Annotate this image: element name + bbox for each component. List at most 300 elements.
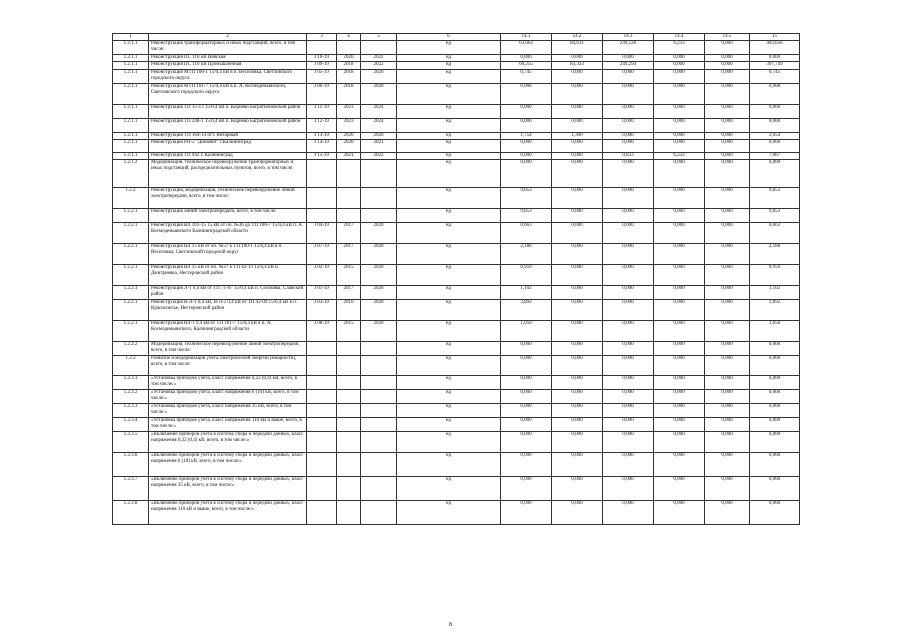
row-title: «Установка приборов учета, класс напряжения 110 кВ и выше, всего, в том числе:» — [149, 418, 307, 432]
end-year — [361, 501, 397, 525]
header-cell: 4 — [337, 34, 361, 41]
start-year — [337, 453, 361, 477]
row-title: «Установка приборов учета, класс напряжения 6 (10) кВ, всего, в том числе:» — [149, 390, 307, 404]
end-year — [361, 160, 397, 188]
value-14-4: 0,000 — [654, 286, 705, 300]
value-14-4: 0,000 — [654, 342, 705, 356]
value-14-2: 0,000 — [552, 118, 603, 132]
value-14-2: 0,000 — [552, 69, 603, 83]
value-14-2: 0,000 — [552, 223, 603, 244]
header-cell: 14.1 — [501, 34, 552, 41]
value-14-4: 0,000 — [654, 418, 705, 432]
row-title: «Установка приборов учета, класс напряжения 0,22 (0,4) кВ, всего, в том числе:» — [149, 376, 307, 390]
row-title: Реконструкция, модернизация, техническое перевооружение линий электропередачи, всего, в том числе: — [149, 188, 307, 209]
row-code: 1.2.2.1 — [113, 321, 149, 342]
table-row — [113, 152, 800, 159]
value-14-1: 0,000 — [501, 404, 552, 418]
value-14-2: 0,000 — [552, 286, 603, 300]
value-14-3: 0,000 — [603, 160, 654, 188]
total-value: 0,000 — [750, 501, 800, 525]
cost-unit: нд — [397, 404, 501, 418]
row-code: 1.2.1.1 — [113, 55, 149, 62]
value-14-5: 0,000 — [705, 390, 750, 404]
value-14-3: 0,000 — [603, 223, 654, 244]
start-year — [337, 501, 361, 525]
total-value: 0,000 — [750, 139, 800, 152]
value-14-1: 0,000 — [501, 152, 552, 159]
start-year — [337, 390, 361, 404]
value-14-4: 0,000 — [654, 104, 705, 118]
row-title: Реконструкция ТП 164-14 пгт. Янтарный — [149, 132, 307, 139]
total-value: 403,656 — [750, 41, 800, 55]
row-title: Реконструкция ВЛ 101-15 15 кВ от оп. №36 до ТП 100-7 15/0,4 кВ п. А. Космодемьянского Калининградской области — [149, 223, 307, 244]
total-value: 0,000 — [750, 376, 800, 390]
cost-unit: нд — [397, 104, 501, 118]
cost-unit: нд — [397, 55, 501, 62]
value-14-5: 0,000 — [705, 132, 750, 139]
value-14-2: 83,333 — [552, 62, 603, 69]
project-id — [307, 209, 337, 223]
end-year: 2022 — [361, 55, 397, 62]
row-title: Реконструкция МТП 101-7 15/0,4 кВ в п. А. Космодемьянского, Светловского городского округа — [149, 83, 307, 104]
total-value: 3,054 — [750, 132, 800, 139]
value-14-4: 0,000 — [654, 223, 705, 244]
cost-unit: нд — [397, 83, 501, 104]
value-14-3: 0,000 — [603, 139, 654, 152]
value-14-1: 0,000 — [501, 342, 552, 356]
value-14-3: 0,000 — [603, 321, 654, 342]
cost-unit: нд — [397, 286, 501, 300]
value-14-4: 0,000 — [654, 265, 705, 286]
project-id: J 08-19 — [307, 321, 337, 342]
value-14-2: 1,300 — [552, 132, 603, 139]
end-year: 2020 — [361, 83, 397, 104]
total-value: 0,000 — [750, 104, 800, 118]
end-year: 2020 — [361, 286, 397, 300]
total-value: 9,853 — [750, 209, 800, 223]
value-14-5: 0,000 — [705, 453, 750, 477]
value-14-5: 0,000 — [705, 139, 750, 152]
value-14-1: 3,892 — [501, 300, 552, 321]
value-14-3: 0,000 — [603, 342, 654, 356]
value-14-2: 84,631 — [552, 41, 603, 55]
value-14-1: 63,662 — [501, 41, 552, 55]
total-value: 0,745 — [750, 69, 800, 83]
project-id — [307, 376, 337, 390]
start-year — [337, 404, 361, 418]
cost-unit: нд — [397, 209, 501, 223]
row-title: «Включение приборов учета в систему сбора и передачи данных, класс напряжения 110 кВ и выше, всего, в том числе:» — [149, 501, 307, 525]
end-year — [361, 432, 397, 453]
value-14-3: 0,000 — [603, 244, 654, 265]
project-id — [307, 404, 337, 418]
start-year: 2018 — [337, 62, 361, 69]
value-14-4: 0,000 — [654, 390, 705, 404]
end-year — [361, 390, 397, 404]
start-year: 2020 — [337, 139, 361, 152]
end-year: 2020 — [361, 223, 397, 244]
page-number: 8 — [449, 622, 452, 628]
value-14-4: 6,233 — [654, 41, 705, 55]
project-id — [307, 418, 337, 432]
project-id: J 01-19 — [307, 286, 337, 300]
value-14-4: 0,000 — [654, 404, 705, 418]
value-14-5: 0,000 — [705, 104, 750, 118]
table-row — [113, 118, 800, 132]
end-year — [361, 404, 397, 418]
value-14-1: 0,000 — [501, 390, 552, 404]
value-14-2: 0,000 — [552, 453, 603, 477]
table-row — [113, 286, 800, 300]
value-14-3: 0,000 — [603, 118, 654, 132]
total-value: 1,050 — [750, 321, 800, 342]
cost-unit: нд — [397, 139, 501, 152]
value-14-3: 0,000 — [603, 55, 654, 62]
table-row — [113, 265, 800, 286]
row-title: Реконструкция трансформаторных и иных подстанций, всего, в том числе: — [149, 41, 307, 55]
cost-unit: нд — [397, 62, 501, 69]
row-code: 1.2.1.1 — [113, 139, 149, 152]
end-year: 2022 — [361, 62, 397, 69]
end-year — [361, 453, 397, 477]
value-14-2: 0,000 — [552, 265, 603, 286]
row-title: Реконструкция РП-2 "Динамит" г.Калининград — [149, 139, 307, 152]
value-14-2: 0,000 — [552, 152, 603, 159]
project-id: J 13-19 — [307, 132, 337, 139]
end-year: 2020 — [361, 244, 397, 265]
value-14-5: 0,000 — [705, 477, 750, 501]
value-14-5: 0,000 — [705, 404, 750, 418]
table-row — [113, 41, 800, 55]
end-year: 2020 — [361, 132, 397, 139]
row-title: «Включение приборов учета в систему сбора и передачи данных, класс напряжения 6 (10) кВ, всего, в том числе:» — [149, 453, 307, 477]
project-id — [307, 453, 337, 477]
start-year — [337, 376, 361, 390]
total-value: 0,959 — [750, 265, 800, 286]
table-row — [113, 139, 800, 152]
row-code: 1.2.1.1 — [113, 41, 149, 55]
total-value: 0,000 — [750, 453, 800, 477]
project-id: J 11-19 — [307, 104, 337, 118]
value-14-4: 0,000 — [654, 69, 705, 83]
header-cell: 5 — [361, 34, 397, 41]
end-year: 2022 — [361, 152, 397, 159]
end-year: 2020 — [361, 300, 397, 321]
cost-unit: нд — [397, 223, 501, 244]
value-14-4: 0,000 — [654, 118, 705, 132]
row-title: Реконструкция ВЛ 15 кВ от оп. №27 к ТП 42-13 15/0,4 кВ п. Дмитриевка, Нестеровский район — [149, 265, 307, 286]
table-row — [113, 300, 800, 321]
value-14-2: 0,000 — [552, 300, 603, 321]
row-title: Реконструкция Л-1 0,4 кВ от ТП 71-07 15/0,4 кВ п. Сосновка, Славский район — [149, 286, 307, 300]
table-row — [113, 342, 800, 356]
cost-unit: нд — [397, 265, 501, 286]
total-value: 0,000 — [750, 390, 800, 404]
project-id — [307, 501, 337, 525]
value-14-3: 0,000 — [603, 418, 654, 432]
value-14-1: 9,853 — [501, 209, 552, 223]
table-row — [113, 477, 800, 501]
value-14-4: 0,000 — [654, 432, 705, 453]
value-14-1: 1,102 — [501, 286, 552, 300]
table-row — [113, 104, 800, 118]
value-14-1: 0,959 — [501, 265, 552, 286]
row-code: 1.2.1.1 — [113, 69, 149, 83]
value-14-2: 0,000 — [552, 188, 603, 209]
total-value: 9,853 — [750, 188, 800, 209]
start-year — [337, 160, 361, 188]
cost-unit: нд — [397, 390, 501, 404]
investment-table — [112, 33, 800, 525]
value-14-1: 0,000 — [501, 118, 552, 132]
row-title: Модернизация, техническое перевооружение трансформаторных и иных подстанций, распределительных пунктов, всего, в том числе: — [149, 160, 307, 188]
start-year: 2017 — [337, 286, 361, 300]
total-value: 0,000 — [750, 477, 800, 501]
row-code: 1.2.3.4 — [113, 418, 149, 432]
project-id — [307, 432, 337, 453]
value-14-2: 0,000 — [552, 55, 603, 62]
row-code: 1.2.3.7 — [113, 477, 149, 501]
cost-unit: нд — [397, 160, 501, 188]
total-value: 0,000 — [750, 160, 800, 188]
table-row — [113, 376, 800, 390]
project-id: J 09-19 — [307, 62, 337, 69]
row-title: Реконструкция ВЛ 15 кВ от оп. №57 к ТП 100-1 15/0,4 кВ в п. Веселовка, Светловский городской округ — [149, 244, 307, 265]
row-code: 1.2.3 — [113, 356, 149, 376]
project-id — [307, 41, 337, 55]
value-14-3: 0,000 — [603, 453, 654, 477]
value-14-4: 0,000 — [654, 477, 705, 501]
row-title: Реконструкция ТП 248-1 15/0,4 кВ п. Корнево Багратионовский район — [149, 118, 307, 132]
value-14-4: 0,000 — [654, 160, 705, 188]
row-code: 1.2.3.1 — [113, 376, 149, 390]
value-14-1: 60,255 — [501, 62, 552, 69]
start-year — [337, 188, 361, 209]
value-14-1: 0,663 — [501, 223, 552, 244]
value-14-3: 0,000 — [603, 286, 654, 300]
value-14-3: 0,000 — [603, 300, 654, 321]
value-14-1: 1,754 — [501, 132, 552, 139]
total-value: 0,000 — [750, 404, 800, 418]
row-title: Реконструкция ТП 942 г. Калининград — [149, 152, 307, 159]
value-14-1: 0,000 — [501, 477, 552, 501]
row-code: 1.2.1.1 — [113, 132, 149, 139]
value-14-4: 0,000 — [654, 139, 705, 152]
row-code: 1.2.2.2 — [113, 342, 149, 356]
start-year: 2015 — [337, 265, 361, 286]
value-14-4: 0,000 — [654, 188, 705, 209]
table-row — [113, 209, 800, 223]
total-value: 1,102 — [750, 286, 800, 300]
row-title: «Установка приборов учета, класс напряжения 35 кВ, всего, в том числе:» — [149, 404, 307, 418]
end-year: 2024 — [361, 118, 397, 132]
value-14-5: 0,000 — [705, 69, 750, 83]
value-14-1: 0,000 — [501, 104, 552, 118]
project-id: J 06-19 — [307, 83, 337, 104]
row-code: 1.2.3.8 — [113, 501, 149, 525]
value-14-5: 0,000 — [705, 55, 750, 62]
value-14-5: 0,000 — [705, 376, 750, 390]
row-title: Реконструкция В-Л-1 0,4 кВ, В-Л-2 0,4 кВ от ТП 42-09 15/0,4 кВ в п. Краснолесье, Нестеровский район — [149, 300, 307, 321]
end-year: 2020 — [361, 69, 397, 83]
value-14-2: 0,000 — [552, 404, 603, 418]
row-code: 1.2.2.1 — [113, 300, 149, 321]
row-title: Реконструкция линий электропередачи, всего, в том числе: — [149, 209, 307, 223]
table-row — [113, 223, 800, 244]
total-value: 0,663 — [750, 223, 800, 244]
value-14-3: 0,000 — [603, 209, 654, 223]
value-14-4: 0,000 — [654, 321, 705, 342]
row-code: 1.2.1.1 — [113, 62, 149, 69]
value-14-3: 0,000 — [603, 83, 654, 104]
value-14-4: 0,000 — [654, 55, 705, 62]
value-14-3: 249,128 — [603, 41, 654, 55]
value-14-2: 0,000 — [552, 83, 603, 104]
value-14-4: 0,000 — [654, 501, 705, 525]
table-row — [113, 453, 800, 477]
table-row — [113, 418, 800, 432]
start-year: 2020 — [337, 55, 361, 62]
end-year — [361, 376, 397, 390]
value-14-1: 0,000 — [501, 418, 552, 432]
cost-unit: нд — [397, 244, 501, 265]
value-14-3: 0,000 — [603, 69, 654, 83]
start-year — [337, 41, 361, 55]
value-14-1: 0,000 — [501, 376, 552, 390]
value-14-2: 0,000 — [552, 477, 603, 501]
cost-unit: нд — [397, 41, 501, 55]
value-14-4: 0,000 — [654, 356, 705, 376]
cost-unit: нд — [397, 376, 501, 390]
value-14-5: 0,000 — [705, 356, 750, 376]
table-row — [113, 62, 800, 69]
value-14-2: 0,000 — [552, 139, 603, 152]
row-title: Реконструкция ПС 110 кВ Промышленная — [149, 62, 307, 69]
value-14-3: 0,000 — [603, 501, 654, 525]
end-year — [361, 209, 397, 223]
value-14-1: 0,000 — [501, 160, 552, 188]
value-14-2: 0,000 — [552, 160, 603, 188]
value-14-1: 2,188 — [501, 244, 552, 265]
cost-unit: нд — [397, 453, 501, 477]
value-14-5: 0,000 — [705, 501, 750, 525]
header-cell: 1 — [113, 34, 149, 41]
total-value: 397,749 — [750, 62, 800, 69]
start-year: 2020 — [337, 132, 361, 139]
table-row — [113, 356, 800, 376]
row-code: 1.2.1.2 — [113, 160, 149, 188]
cost-unit: нд — [397, 418, 501, 432]
table-row — [113, 132, 800, 139]
start-year — [337, 418, 361, 432]
row-code: 1.2.1.1 — [113, 104, 149, 118]
value-14-4: 0,000 — [654, 209, 705, 223]
table-row — [113, 160, 800, 188]
end-year — [361, 188, 397, 209]
row-title: «Включение приборов учета в систему сбора и передачи данных, класс напряжения 0,22 (0,4) кВ, всего, в том числе:» — [149, 432, 307, 453]
value-14-3: 0,000 — [603, 432, 654, 453]
value-14-4: 6,233 — [654, 152, 705, 159]
value-14-1: 0,000 — [501, 432, 552, 453]
total-value: 7,067 — [750, 152, 800, 159]
total-value: 0,000 — [750, 356, 800, 376]
value-14-5: 0,000 — [705, 118, 750, 132]
project-id — [307, 160, 337, 188]
row-code: 1.2.2.1 — [113, 265, 149, 286]
value-14-2: 0,000 — [552, 104, 603, 118]
row-title: Реконструкция ВЛ-1 0,4 кВ от ТП 101-7 15/0,4 кВ в п. А. Космодемьянского, Калининградской области — [149, 321, 307, 342]
project-id: J 02-19 — [307, 265, 337, 286]
table-row — [113, 432, 800, 453]
table-row — [113, 404, 800, 418]
value-14-4: 0,000 — [654, 244, 705, 265]
row-code: 1.2.2 — [113, 188, 149, 209]
value-14-3: 0,833 — [603, 152, 654, 159]
value-14-3: 0,000 — [603, 477, 654, 501]
start-year — [337, 356, 361, 376]
row-code: 1.2.2.1 — [113, 209, 149, 223]
end-year: 2020 — [361, 321, 397, 342]
value-14-1: 0,000 — [501, 356, 552, 376]
cost-unit: нд — [397, 132, 501, 139]
header-cell: 6 — [397, 34, 501, 41]
cost-unit: нд — [397, 321, 501, 342]
value-14-1: 0,000 — [501, 453, 552, 477]
row-title: «Включение приборов учета в систему сбора и передачи данных, класс напряжения 35 кВ, всего, в том числе:» — [149, 477, 307, 501]
start-year: 2018 — [337, 69, 361, 83]
table-header-row — [113, 34, 800, 41]
project-id: J 14-19 — [307, 139, 337, 152]
project-id: J 12-19 — [307, 118, 337, 132]
row-title: Реконструкция ТП 15-13 15/0,4 кВ п. Корнево Багратионовский район — [149, 104, 307, 118]
value-14-2: 0,000 — [552, 356, 603, 376]
end-year: 2021 — [361, 139, 397, 152]
cost-unit: нд — [397, 342, 501, 356]
project-id: J 07-19 — [307, 244, 337, 265]
value-14-5: 0,000 — [705, 209, 750, 223]
header-cell: 3 — [307, 34, 337, 41]
total-value: 0,000 — [750, 432, 800, 453]
project-id — [307, 342, 337, 356]
header-cell: 14.5 — [705, 34, 750, 41]
header-cell: 14.3 — [603, 34, 654, 41]
cost-unit: нд — [397, 118, 501, 132]
table-row — [113, 83, 800, 104]
header-cell: 14.2 — [552, 34, 603, 41]
project-id — [307, 188, 337, 209]
cost-unit: нд — [397, 152, 501, 159]
end-year: 2024 — [361, 104, 397, 118]
table-row — [113, 390, 800, 404]
row-code: 1.2.2.1 — [113, 286, 149, 300]
cost-unit: нд — [397, 432, 501, 453]
value-14-3: 0,000 — [603, 104, 654, 118]
start-year — [337, 432, 361, 453]
project-id — [307, 356, 337, 376]
value-14-5: 0,000 — [705, 188, 750, 209]
table-row — [113, 55, 800, 62]
value-14-2: 0,000 — [552, 244, 603, 265]
value-14-1: 0,000 — [501, 501, 552, 525]
value-14-5: 0,000 — [705, 223, 750, 244]
value-14-2: 0,000 — [552, 376, 603, 390]
total-value: 0,908 — [750, 83, 800, 104]
value-14-5: 0,000 — [705, 244, 750, 265]
project-id — [307, 477, 337, 501]
total-value: 2,188 — [750, 244, 800, 265]
header-cell: 15 — [750, 34, 800, 41]
value-14-4: 0,000 — [654, 62, 705, 69]
